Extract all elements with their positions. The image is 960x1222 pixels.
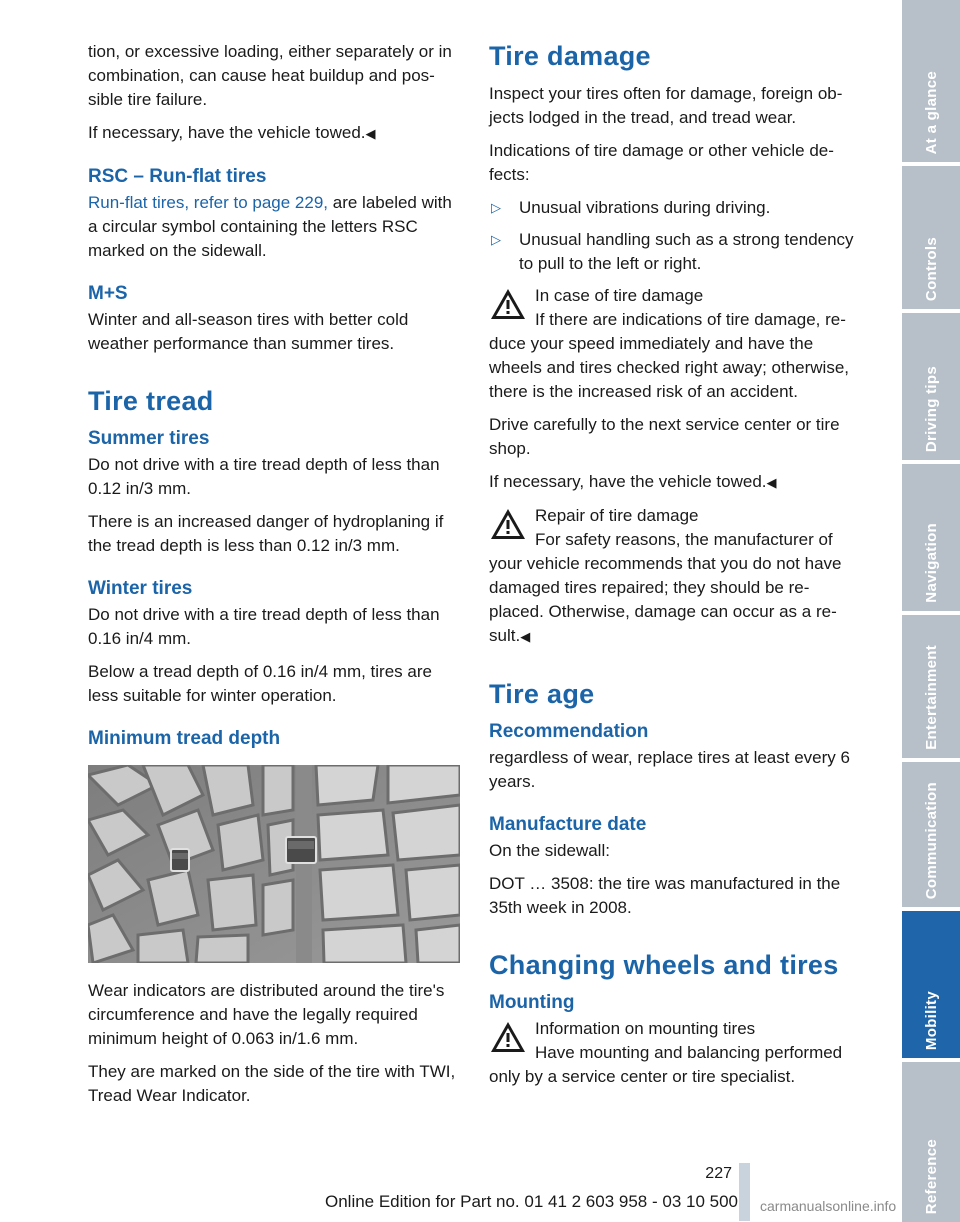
list-item-text: Unusual handling such as a strong tendency to pull to the left or right. (519, 230, 854, 273)
warning-icon (489, 286, 527, 322)
summer-text-2: There is an increased danger of hydroplaning if the tread depth is less than 0.12 in/3 mm. (88, 512, 444, 555)
list-item (489, 228, 863, 276)
warning-icon (489, 506, 527, 542)
wear-text-2: They are marked on the side of the tire with TWI, Tread Wear Indicator. (88, 1062, 456, 1105)
ms-paragraph: Winter and all-season tires with better cold weather performance than summer tires. (88, 310, 409, 353)
recommendation-heading: Recommendation (489, 721, 649, 742)
tire-tread-image (88, 765, 460, 963)
left-column (88, 40, 462, 1117)
tab-at-a-glance[interactable] (902, 0, 960, 162)
tab-reference[interactable] (902, 1062, 960, 1222)
towed-paragraph (489, 470, 863, 495)
summer-tires-heading: Summer tires (88, 428, 210, 449)
end-mark-icon: ◀ (766, 475, 777, 490)
ms-heading: M+S (88, 283, 128, 304)
watermark: carmanualsonline.info (760, 1198, 897, 1214)
right-column (489, 40, 863, 1098)
tab-communication[interactable] (902, 762, 960, 907)
intro-paragraph: tion, or excessive loading, either separately or in combination, can cause heat buildup and pos-sible tire failure. (88, 42, 452, 109)
warning-body-text: your vehicle recommends that you do not have damaged tires repaired; they should be re-placed. Otherwise, damage can occur as a re-sult. (489, 554, 842, 645)
tire-tread-heading: Tire tread (88, 386, 214, 416)
towed-paragraph (88, 121, 462, 146)
footer-accent-bar (739, 1163, 750, 1221)
bullet-triangle-icon: ▷ (491, 200, 501, 215)
winter-text-1: Do not drive with a tire tread depth of less than 0.16 in/4 mm. (88, 605, 440, 648)
wear-text-1: Wear indicators are distributed around the tire's circumference and have the legally required minimum height of 0.063 in/1.6 mm. (88, 981, 445, 1048)
tab-label: Mobility (922, 990, 940, 1050)
tab-entertainment[interactable] (902, 615, 960, 758)
drive-carefully-text: Drive carefully to the next service center or tire shop. (489, 415, 840, 458)
manufacture-date-heading: Manufacture date (489, 814, 647, 835)
tab-controls[interactable] (902, 166, 960, 309)
warning-body: duce your speed immediately and have the wheels and tires checked right away; otherwise, there is the increased risk of an accident. (489, 334, 850, 401)
damage-text-1: Inspect your tires often for damage, foreign ob-jects lodged in the tread, and tread wear. (489, 84, 843, 127)
warning-line: If there are indications of tire damage, re- (535, 310, 846, 329)
page-number: 227 (705, 1165, 732, 1182)
recommendation-text: regardless of wear, replace tires at least every 6 years. (489, 748, 850, 791)
tab-label: Communication (922, 781, 940, 899)
tab-mobility[interactable] (902, 911, 960, 1058)
tire-age-heading: Tire age (489, 679, 595, 709)
edition-footer: Online Edition for Part no. 01 41 2 603 958 - 03 10 500 (324, 1192, 738, 1211)
summer-text-1: Do not drive with a tire tread depth of less than 0.12 in/3 mm. (88, 455, 440, 498)
warning-icon (489, 1019, 527, 1055)
towed-text: If necessary, have the vehicle towed. (88, 123, 366, 142)
manufacture-text-1: On the sidewall: (489, 841, 610, 860)
tire-damage-heading: Tire damage (489, 41, 651, 71)
damage-indications-list (489, 196, 863, 276)
chapter-sidebar (902, 0, 960, 1222)
manufacture-text-2: DOT … 3508: the tire was manufactured in the 35th week in 2008. (489, 874, 841, 917)
warning-repair (489, 504, 863, 649)
tab-label: Controls (922, 236, 940, 301)
winter-text-2: Below a tread depth of 0.16 in/4 mm, tires are less suitable for winter operation. (88, 662, 432, 705)
tab-navigation[interactable] (902, 464, 960, 611)
rsc-paragraph (88, 191, 462, 263)
run-flat-link[interactable]: Run-flat tires, refer to page 229, (88, 193, 329, 212)
warning-title: In case of tire damage (535, 286, 704, 305)
tab-label: Reference (922, 1138, 940, 1214)
warning-title: Information on mounting tires (535, 1019, 756, 1038)
tab-label: Driving tips (922, 365, 940, 452)
rsc-text: are labeled with a circular symbol containing the letters RSC marked on the sidewall. (88, 193, 452, 260)
minimum-tread-heading: Minimum tread depth (88, 728, 281, 749)
tab-label: At a glance (922, 70, 940, 154)
damage-text-2: Indications of tire damage or other vehicle de-fects: (489, 141, 834, 184)
end-mark-icon: ◀ (520, 629, 531, 644)
list-item-text: Unusual vibrations during driving. (519, 198, 771, 217)
towed-text: If necessary, have the vehicle towed. (489, 472, 767, 491)
tab-label: Entertainment (922, 645, 940, 750)
changing-wheels-heading: Changing wheels and tires (489, 950, 839, 980)
winter-tires-heading: Winter tires (88, 578, 193, 599)
list-item (489, 196, 863, 220)
rsc-heading: RSC – Run-flat tires (88, 166, 267, 187)
end-mark-icon: ◀ (365, 126, 376, 141)
tab-label: Navigation (922, 523, 940, 603)
tab-driving-tips[interactable] (902, 313, 960, 460)
warning-mounting (489, 1017, 863, 1089)
bullet-triangle-icon: ▷ (491, 232, 501, 247)
warning-line: Have mounting and balancing performed (535, 1043, 843, 1062)
mounting-heading: Mounting (489, 992, 575, 1013)
warning-tire-damage (489, 284, 863, 404)
warning-body: only by a service center or tire specialist. (489, 1067, 796, 1086)
warning-line: For safety reasons, the manufacturer of (535, 530, 833, 549)
warning-body (489, 552, 863, 649)
warning-title: Repair of tire damage (535, 506, 699, 525)
